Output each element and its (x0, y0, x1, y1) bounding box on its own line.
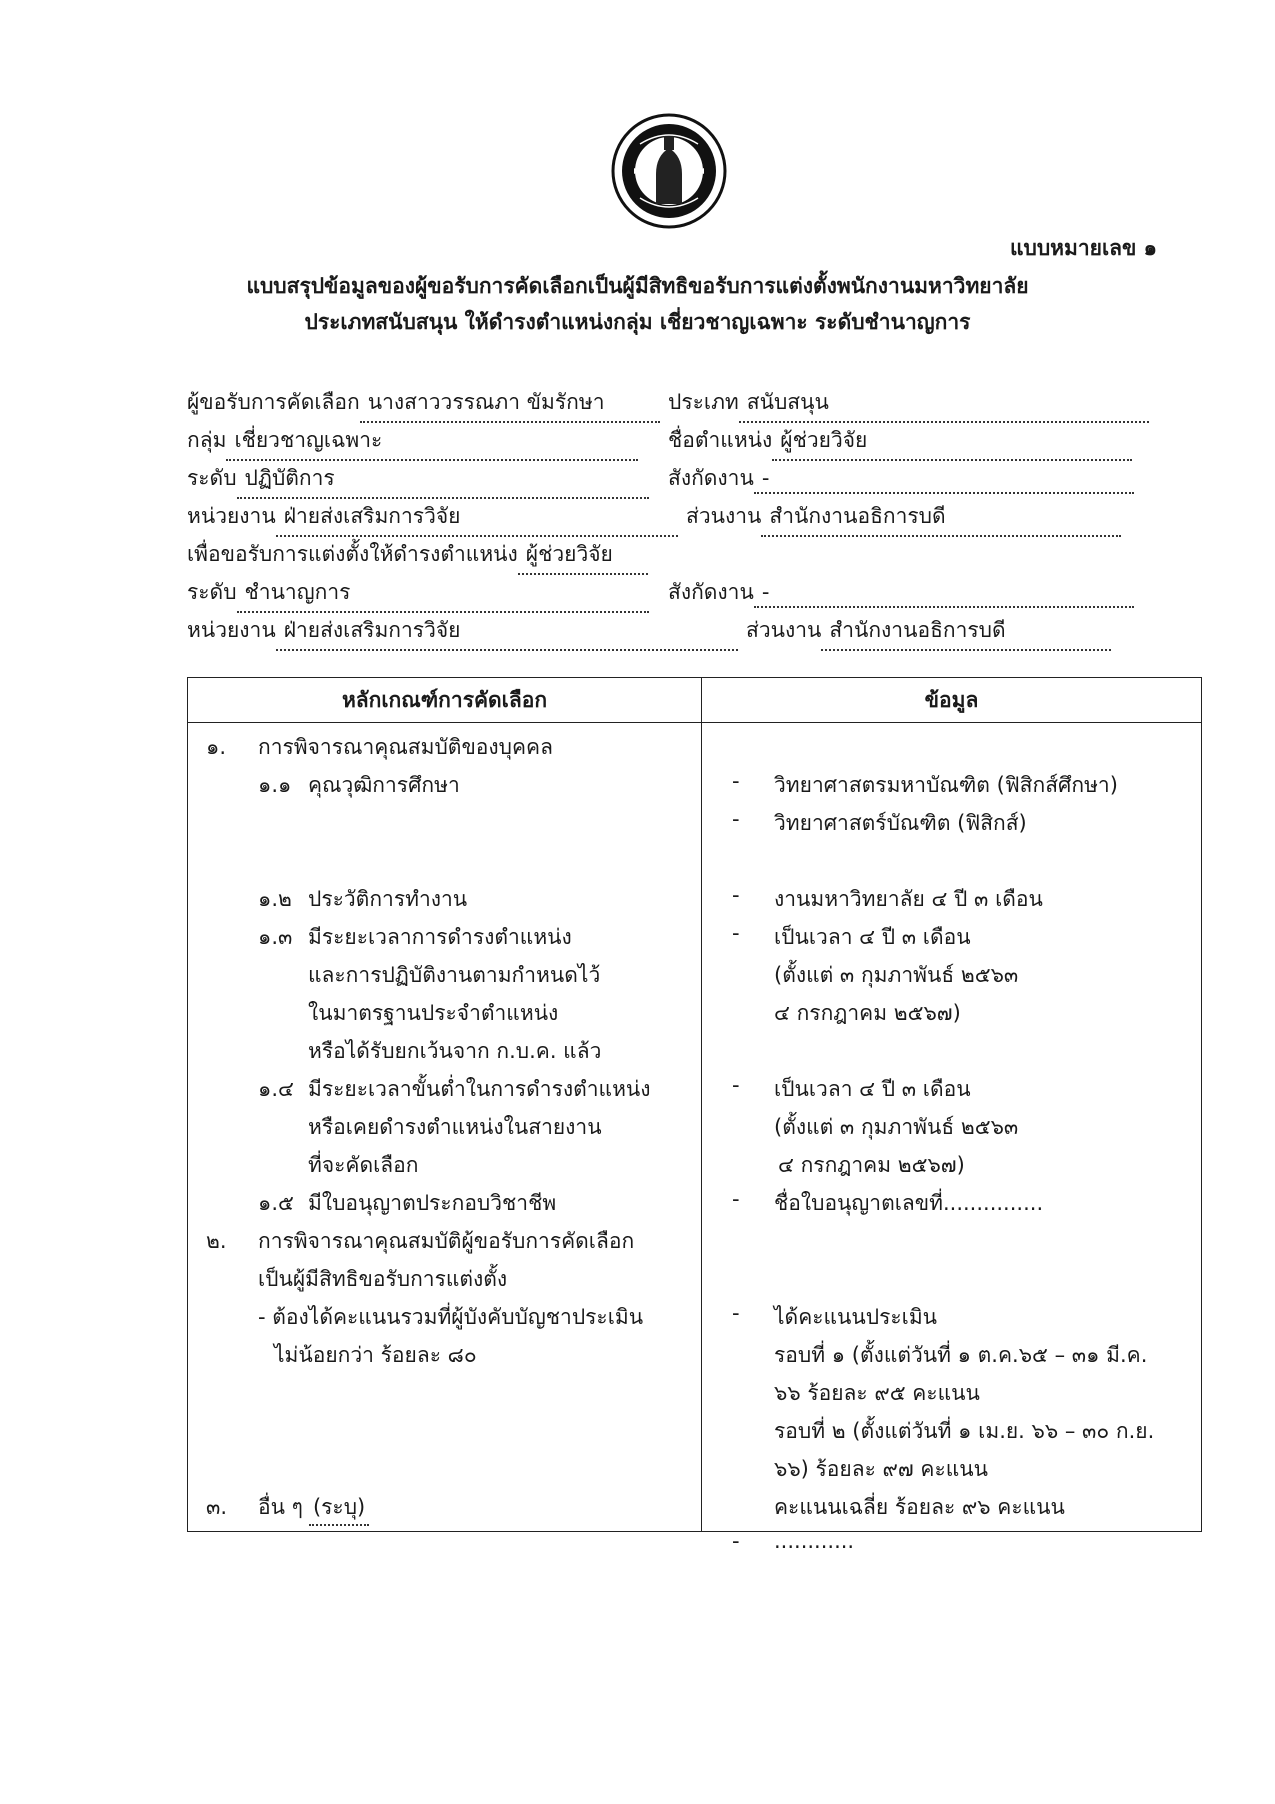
new-level-field (187, 576, 649, 613)
bullet-dash: - (732, 1529, 740, 1553)
level-value: ปฏิบัติการ (237, 462, 649, 499)
new-unit-label: หน่วยงาน (187, 618, 276, 642)
data-text: คะแนนเฉลี่ย ร้อยละ ๙๖ คะแนน (774, 1495, 1065, 1519)
type-field (668, 386, 1149, 423)
new-division-field (746, 614, 1111, 651)
data-text: (ตั้งแต่ ๓ กุมภาพันธ์ ๒๕๖๓ (774, 1115, 1019, 1139)
item-text: ในมาตรฐานประจำตำแหน่ง (308, 1001, 559, 1025)
item-text: และการปฏิบัติงานตามกำหนดไว้ (308, 963, 601, 987)
criteria-column-header: หลักเกณฑ์การคัดเลือก (188, 678, 702, 723)
position-field (668, 424, 1132, 461)
item-text: - ต้องได้คะแนนรวมที่ผู้บังคับบัญชาประเมิน (258, 1305, 644, 1329)
division-value: สำนักงานอธิการบดี (761, 500, 1121, 537)
position-value: ผู้ช่วยวิจัย (772, 424, 1132, 461)
group-field (187, 424, 638, 461)
document-subtitle: ประเภทสนับสนุน ให้ดำรงตำแหน่งกลุ่ม เชี่ยวชาญเฉพาะ ระดับชำนาญการ (304, 310, 971, 334)
data-text: ๖๖) ร้อยละ ๙๗ คะแนน (774, 1457, 988, 1481)
item-number: ๑.๒ (258, 887, 292, 911)
item-text: หรือเคยดำรงตำแหน่งในสายงาน (308, 1115, 602, 1139)
new-affiliation-field (668, 576, 1134, 609)
table-header-row (188, 678, 1202, 723)
criteria-table (187, 677, 1202, 1553)
division-field (686, 500, 1121, 537)
form-number: แบบหมายเลข ๑ (1009, 236, 1157, 260)
affiliation-label: สังกัดงาน (668, 466, 754, 490)
bullet-dash: - (732, 1301, 740, 1325)
division-label: ส่วนงาน (686, 504, 762, 528)
new-level-value: ชำนาญการ (237, 576, 649, 613)
group-label: กลุ่ม (187, 428, 227, 452)
appoint-value: ผู้ช่วยวิจัย (518, 538, 648, 575)
unit-label: หน่วยงาน (187, 504, 276, 528)
data-text: เป็นเวลา ๔ ปี ๓ เดือน (774, 925, 971, 949)
level-field (187, 462, 649, 499)
document-title: แบบสรุปข้อมูลของผู้ขอรับการคัดเลือกเป็นผู้มีสิทธิขอรับการแต่งตั้งพนักงานมหาวิทยาลัย (246, 274, 1029, 298)
applicant-label: ผู้ขอรับการคัดเลือก (187, 390, 360, 414)
new-affiliation-label: สังกัดงาน (668, 580, 754, 604)
bullet-dash: - (732, 769, 740, 793)
item-text: มีใบอนุญาตประกอบวิชาชีพ (308, 1191, 557, 1215)
section-number: ๑. (206, 735, 227, 759)
item-text: มีระยะเวลาขั้นต่ำในการดำรงตำแหน่ง (308, 1077, 651, 1101)
unit-value: ฝ่ายส่งเสริมการวิจัย (276, 500, 678, 537)
item-text: ไม่น้อยกว่า ร้อยละ ๘๐ (274, 1343, 477, 1367)
new-level-label: ระดับ (187, 580, 237, 604)
criteria-cell (188, 723, 702, 1532)
data-text: วิทยาศาสตรมหาบัณฑิต (ฟิสิกส์ศึกษา) (774, 773, 1118, 797)
section-number: ๒. (206, 1229, 227, 1253)
bullet-dash: - (732, 1073, 740, 1097)
item-text: มีระยะเวลาการดำรงตำแหน่ง (308, 925, 572, 949)
new-unit-value: ฝ่ายส่งเสริมการวิจัย (276, 614, 738, 651)
unit-field (187, 500, 678, 537)
data-text: (ตั้งแต่ ๓ กุมภาพันธ์ ๒๕๖๓ (774, 963, 1019, 987)
data-text: ได้คะแนนประเมิน (774, 1305, 938, 1329)
data-cell (702, 723, 1202, 1553)
data-text: ............ (774, 1529, 855, 1553)
data-column-header: ข้อมูล (702, 678, 1202, 723)
university-seal-icon (610, 112, 728, 230)
position-label: ชื่อตำแหน่ง (668, 428, 773, 452)
bullet-dash: - (732, 883, 740, 907)
bullet-dash: - (732, 921, 740, 945)
affiliation-field (668, 462, 1134, 495)
data-text: รอบที่ ๒ (ตั้งแต่วันที่ ๑ เม.ย. ๖๖ – ๓๐ ก.ย. (774, 1419, 1155, 1443)
item-number: ๑.๔ (258, 1077, 294, 1101)
data-text: ๖๖ ร้อยละ ๙๕ คะแนน (774, 1381, 980, 1405)
item-number: ๑.๕ (258, 1191, 294, 1215)
item-number: ๑.๑ (258, 773, 292, 797)
type-label: ประเภท (668, 390, 739, 414)
item-text (258, 1491, 369, 1526)
new-division-label: ส่วนงาน (746, 618, 822, 642)
type-value: สนับสนุน (739, 386, 1149, 423)
item-text: คุณวุฒิการศึกษา (308, 773, 460, 797)
bullet-dash: - (732, 807, 740, 831)
group-value: เชี่ยวชาญเฉพาะ (226, 424, 638, 461)
section-title: การพิจารณาคุณสมบัติผู้ขอรับการคัดเลือก (258, 1229, 635, 1253)
item-text: หรือได้รับยกเว้นจาก ก.บ.ค. แล้ว (308, 1039, 602, 1063)
bullet-dash: - (732, 1187, 740, 1211)
other-label: อื่น ๆ (258, 1495, 303, 1519)
data-text: รอบที่ ๑ (ตั้งแต่วันที่ ๑ ต.ค.๖๕ – ๓๑ มี.ค. (774, 1343, 1148, 1367)
appoint-field (187, 538, 648, 575)
data-text: เป็นเวลา ๔ ปี ๓ เดือน (774, 1077, 971, 1101)
level-label: ระดับ (187, 466, 237, 490)
section-title: เป็นผู้มีสิทธิขอรับการแต่งตั้ง (258, 1267, 508, 1291)
item-number: ๑.๓ (258, 925, 293, 949)
appoint-label: เพื่อขอรับการแต่งตั้งให้ดำรงตำแหน่ง (187, 542, 518, 566)
data-text: ๔ กรกฎาคม ๒๕๖๗) (778, 1153, 965, 1177)
applicant-field (187, 386, 660, 423)
new-unit-field (187, 614, 738, 651)
other-specify: (ระบุ) (309, 1491, 369, 1526)
item-text: ที่จะคัดเลือก (308, 1153, 419, 1177)
section-number: ๓. (206, 1495, 228, 1519)
data-text: ชื่อใบอนุญาตเลขที่............... (774, 1191, 1044, 1215)
item-text: ประวัติการทำงาน (308, 887, 468, 911)
new-affiliation-value: - (754, 580, 1134, 608)
data-text: วิทยาศาสตร์บัณฑิต (ฟิสิกส์) (774, 811, 1027, 835)
applicant-value: นางสาววรรณภา ขัมรักษา (360, 386, 660, 423)
section-title: การพิจารณาคุณสมบัติของบุคคล (258, 735, 553, 759)
data-text: งานมหาวิทยาลัย ๔ ปี ๓ เดือน (774, 887, 1043, 911)
affiliation-value: - (754, 466, 1134, 494)
new-division-value: สำนักงานอธิการบดี (821, 614, 1111, 651)
data-text: ๔ กรกฎาคม ๒๕๖๗) (774, 1001, 961, 1025)
